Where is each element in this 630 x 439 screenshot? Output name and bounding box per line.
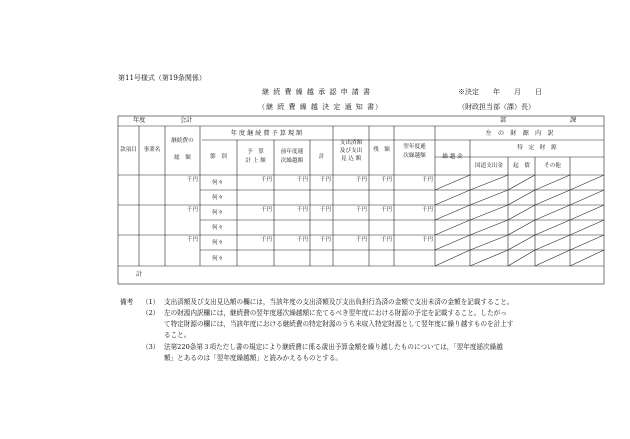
- col-kei: 計: [318, 154, 325, 161]
- unit-zangaku: 千円: [380, 237, 392, 243]
- note-text-3a: 法第220条第３項ただし書の規定により継続費に係る歳出予算金額を繰り越したものについては，「翌年度逓次繰越: [164, 343, 503, 351]
- col-yokunendo-2: 次繰越額: [403, 152, 426, 159]
- col-zangaku: 残 額: [373, 147, 390, 154]
- decision-date: ※決定 年 月 日: [458, 88, 542, 96]
- col-tokutei-zaigen: 特 定 財 源: [517, 145, 557, 152]
- col-keizokuhi-no: 継続費の: [171, 138, 194, 145]
- col-kurikoshi-kin: 繰 越 金: [442, 154, 463, 161]
- col-sonota: その他: [544, 162, 561, 169]
- unit-yokunendo: 千円: [421, 207, 433, 213]
- setsu-item: 何々: [212, 210, 224, 216]
- unit-shishutsu: 千円: [355, 177, 367, 183]
- col-setsu: 節 別: [210, 154, 227, 161]
- unit-kei: 千円: [319, 177, 331, 183]
- form-id: 第11号様式（第19条関係）: [118, 74, 206, 82]
- col-yosan-2: 計 上 額: [245, 157, 266, 164]
- col-yokunendo-1: 翌年度逓: [403, 143, 426, 150]
- col-jigyo-mei: 事業名: [143, 147, 161, 154]
- unit-shishutsu: 千円: [355, 207, 367, 213]
- document-subtitle: （継 続 費 繰 越 決 定 通 知 書）: [258, 103, 384, 111]
- col-kisai: 起 債: [513, 162, 530, 169]
- document-title: 継 続 費 繰 越 承 認 申 請 書: [262, 88, 372, 96]
- kaikei-label: 会計: [180, 117, 193, 124]
- unit-yosan: 千円: [260, 237, 272, 243]
- col-zaigen-uchiwake: 左 の 財 源 内 訳: [485, 129, 554, 137]
- note-text-2c: ること。: [164, 331, 191, 339]
- col-kan-kou-moku: 款項目: [120, 147, 137, 154]
- unit-yosan: 千円: [260, 177, 272, 183]
- note-text-3b: 額」とあるのは「翌年度繰越額」と読みかえるものとする。: [164, 354, 343, 362]
- col-kokudo: 国道支出金: [475, 162, 503, 169]
- col-shishutsu-3: 見 込 額: [340, 155, 362, 162]
- nendo-label: 年度: [133, 117, 146, 124]
- bu-label: 部: [500, 117, 507, 124]
- setsu-item: 何々: [212, 180, 224, 186]
- setsu-item: 何々: [212, 240, 224, 246]
- unit-sougaku: 千円: [186, 237, 198, 243]
- unit-kei: 千円: [319, 237, 331, 243]
- setsu-item: 何々: [212, 256, 224, 262]
- unit-yokunendo: 千円: [421, 177, 433, 183]
- unit-kei: 千円: [319, 207, 331, 213]
- col-nendo-keizokuhi: 年 度 継 続 費 予 算 現 額: [230, 129, 303, 137]
- setsu-item: 何々: [212, 225, 224, 231]
- notes-label: 備考: [120, 298, 134, 306]
- note-num-2: （2）: [142, 309, 160, 317]
- unit-zennendo: 千円: [296, 207, 308, 213]
- unit-zangaku: 千円: [380, 207, 392, 213]
- ka-label: 課: [570, 117, 577, 124]
- note-text-2a: 左の財源内訳欄には，継続費の翌年度逓次繰越額に充てるべき翌年度における財源の予定を記載すること。したがっ: [164, 309, 507, 317]
- unit-shishutsu: 千円: [355, 237, 367, 243]
- note-num-1: （1）: [142, 298, 160, 306]
- note-text-2b: て特定財源の欄には，当該年度における継続費の特定財源のうち未収入特定財源として翌年度に繰り越すものを計上す: [164, 320, 514, 328]
- col-zennendo-2: 次繰越額: [280, 157, 304, 164]
- col-sougaku: 総 額: [174, 155, 191, 162]
- unit-yokunendo: 千円: [421, 237, 433, 243]
- unit-sougaku: 千円: [186, 207, 198, 213]
- setsu-item: 何々: [212, 195, 224, 201]
- col-yosan-1: 予 算: [247, 148, 264, 155]
- col-zennendo-1: 前年度逓: [280, 148, 304, 155]
- note-text-1: 支出済額及び支出見込額の欄には，当該年度の支出済額及び支出負担行為済の金額で支出未済の金額を記載すること。: [164, 298, 514, 306]
- unit-yosan: 千円: [260, 207, 272, 213]
- total-label: 計: [136, 271, 143, 278]
- unit-zennendo: 千円: [296, 177, 308, 183]
- dept-head-line: （財政担当部（課）長）: [458, 103, 535, 111]
- col-shishutsu-2: 及び支出: [339, 147, 363, 154]
- note-num-3: （3）: [142, 343, 160, 351]
- unit-sougaku: 千円: [186, 177, 198, 183]
- unit-zennendo: 千円: [296, 237, 308, 243]
- col-shishutsu-1: 支出済額: [339, 139, 363, 146]
- unit-zangaku: 千円: [380, 177, 392, 183]
